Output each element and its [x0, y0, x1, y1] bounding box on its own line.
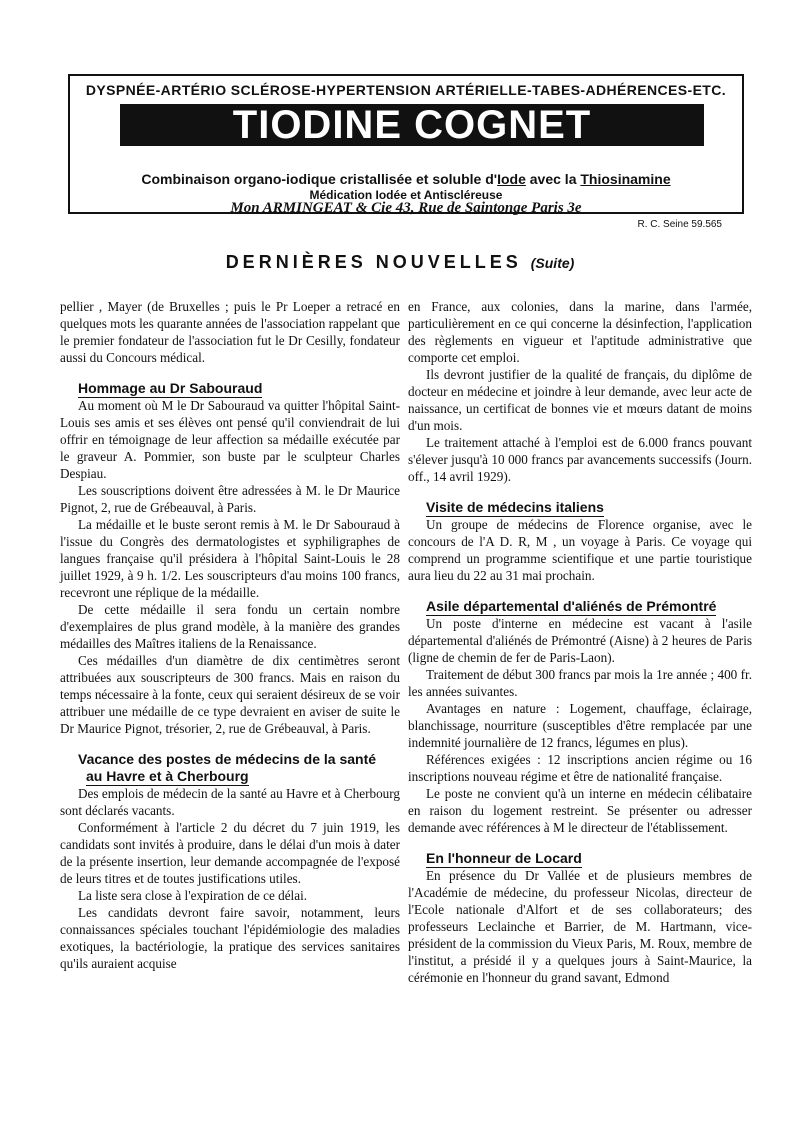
paragraph: En présence du Dr Vallée et de plusieurs membres de l'Académie de médecine, du professeur Nicolas, directeur de l'Ecole nationale d'Alfort et de ses collaborateurs; des professeurs Leclainche et Barrier, de M. Hartmann, vice-président de la commission du Vieux Paris, M. Roux, membre de l'institut, a présidé il y a quelques jours à Saint-Maurice, la cérémonie en l'honneur du grand savant, Edmond	[408, 868, 752, 985]
section-heading-visite: Visite de médecins italiens	[426, 499, 604, 515]
paragraph: Au moment où M le Dr Sabouraud va quitter l'hôpital Saint-Louis ses amis et ses élèves ont pensé qu'il conviendrait de lui offrir en témoignage de leur affection sa médaille exécutée par le graveur A. Pommier, son buste par le sculpteur Charles Despiau.	[60, 398, 400, 481]
paragraph: Avantages en nature : Logement, chauffage, éclairage, blanchissage, nourriture (susceptibles d'être remplacée par une indemnité journalière de 12 francs, légumes en plus).	[408, 701, 752, 750]
section-heading-sabouraud: Hommage au Dr Sabouraud	[78, 380, 263, 396]
paragraph: La liste sera close à l'expiration de ce délai.	[78, 888, 308, 903]
paragraph: Le poste ne convient qu'à un interne en médecin célibataire en raison du logement restreint. Se présenter ou adresser demande avec références à M le directeur de l'établissement.	[408, 786, 752, 835]
page-title: DERNIÈRES NOUVELLES (Suite)	[225, 252, 575, 272]
ad-medication-line: Médication Iodée et Antiscléreuse	[309, 188, 503, 202]
paragraph: Le traitement attaché à l'emploi est de 6.000 francs pouvant s'élever jusqu'à 10 000 francs par avancements successifs (Journ. off., 14 avril 1929).	[408, 435, 752, 484]
paragraph: Traitement de début 300 francs par mois la 1re année ; 400 fr. les années suivantes.	[408, 667, 752, 699]
advertisement-box	[68, 74, 744, 214]
paragraph: Les candidats devront faire savoir, notamment, leurs connaissances spéciales touchant l'épidémiologie des maladies exotiques, la bactériologie, la pratique des services sanitaires qu'ils auraient acquise	[60, 905, 400, 971]
left-column	[60, 298, 400, 972]
paragraph: La médaille et le buste seront remis à M. le Dr Sabouraud à l'issue du Congrès des dermatologistes et syphiligraphes de langues française qu'il présidera à l'hôpital Saint-Louis le 28 juillet 1929, à 9 h. 1/2. Les souscripteurs d'au moins 100 francs, recevront une réplique de la médaille.	[60, 517, 400, 600]
section-heading-vacance-sub: au Havre et à Cherbourg	[86, 768, 249, 784]
paragraph: Un poste d'interne en médecine est vacant à l'asile départemental d'aliénés de Prémontré (Aisne) à 2 heures de Paris (ligne de chemin de fer de Paris-Laon).	[408, 616, 752, 665]
paragraph: Les souscriptions doivent être adressées à M. le Dr Maurice Pignot, 2, rue de Grébeauval, à Paris.	[60, 483, 400, 515]
section-heading-locard: En l'honneur de Locard	[426, 850, 582, 866]
paragraph: Ces médailles d'un diamètre de dix centimètres seront attribuées aux souscripteurs de 300 francs. Mais en raison du temps nécessaire à la fonte, ceux qui seraient désireux de se voir attribuer une médaille de ce type devraient en aviser de suite le Dr Maurice Pignot, trésorier, 2, rue de Grébeauval, à Paris.	[60, 653, 400, 736]
paragraph: Des emplois de médecin de la santé au Havre et à Cherbourg sont déclarés vacants.	[60, 786, 400, 818]
ad-address-line: Mon ARMINGEAT & Cie 43, Rue de Saintonge Paris 3e	[230, 200, 582, 216]
registry-number: R. C. Seine 59.565	[637, 219, 722, 230]
paragraph: Un groupe de médecins de Florence organise, avec le concours de l'A D. R, M , un voyage à Paris. Ce voyage qui comprend un programme scientifique et une partie touristique aura lieu du 22 au 31 mai prochain.	[408, 517, 752, 583]
section-heading-vacance: Vacance des postes de médecins de la santé	[78, 751, 377, 767]
paragraph: De cette médaille il sera fondu un certain nombre d'exemplaires de plus grand modèle, à la manière des grandes médailles des Maîtres italiens de la Renaissance.	[60, 602, 400, 651]
section-heading-asile: Asile départemental d'aliénés de Prémontré	[426, 598, 717, 614]
right-column	[408, 298, 752, 986]
ad-description-line: Combinaison organo-iodique cristallisée et soluble d'Iode avec la Thiosinamine	[141, 171, 671, 187]
continued-paragraph: en France, aux colonies, dans la marine, dans l'armée, particulièrement en ce qui concerne la désinfection, l'application des règlements en vigueur et l'aptitude administrative que comporte cet emploi.	[408, 299, 752, 365]
ad-indications-line: DYSPNÉE-ARTÉRIO SCLÉROSE-HYPERTENSION ARTÉRIELLE-TABES-ADHÉRENCES-ETC.	[85, 82, 727, 98]
paragraph: Références exigées : 12 inscriptions ancien régime ou 16 inscriptions nouveau régime et être de nationalité française.	[408, 752, 752, 784]
paragraph: Conformément à l'article 2 du décret du 7 juin 1919, les candidats sont invités à produire, dans le délai d'un mois à dater de la présente insertion, leur demande accompagnée de l'exposé de leurs titres et de toutes justifications utiles.	[60, 820, 400, 886]
paragraph: Ils devront justifier de la qualité de français, du diplôme de docteur en médecine et joindre à leur demande, avec leur acte de naissance, un certificat de bonnes vie et mœurs datant de moins d'un mois.	[408, 367, 752, 433]
continued-paragraph: pellier , Mayer (de Bruxelles ; puis le Pr Loeper a retracé en quelques mots les quarante années de l'association rappelant que le premier fondateur de l'association fut le Dr Cesilly, fondateur aussi du Concours médical.	[60, 299, 401, 365]
ad-brand-name: TIODINE COGNET	[120, 104, 704, 146]
